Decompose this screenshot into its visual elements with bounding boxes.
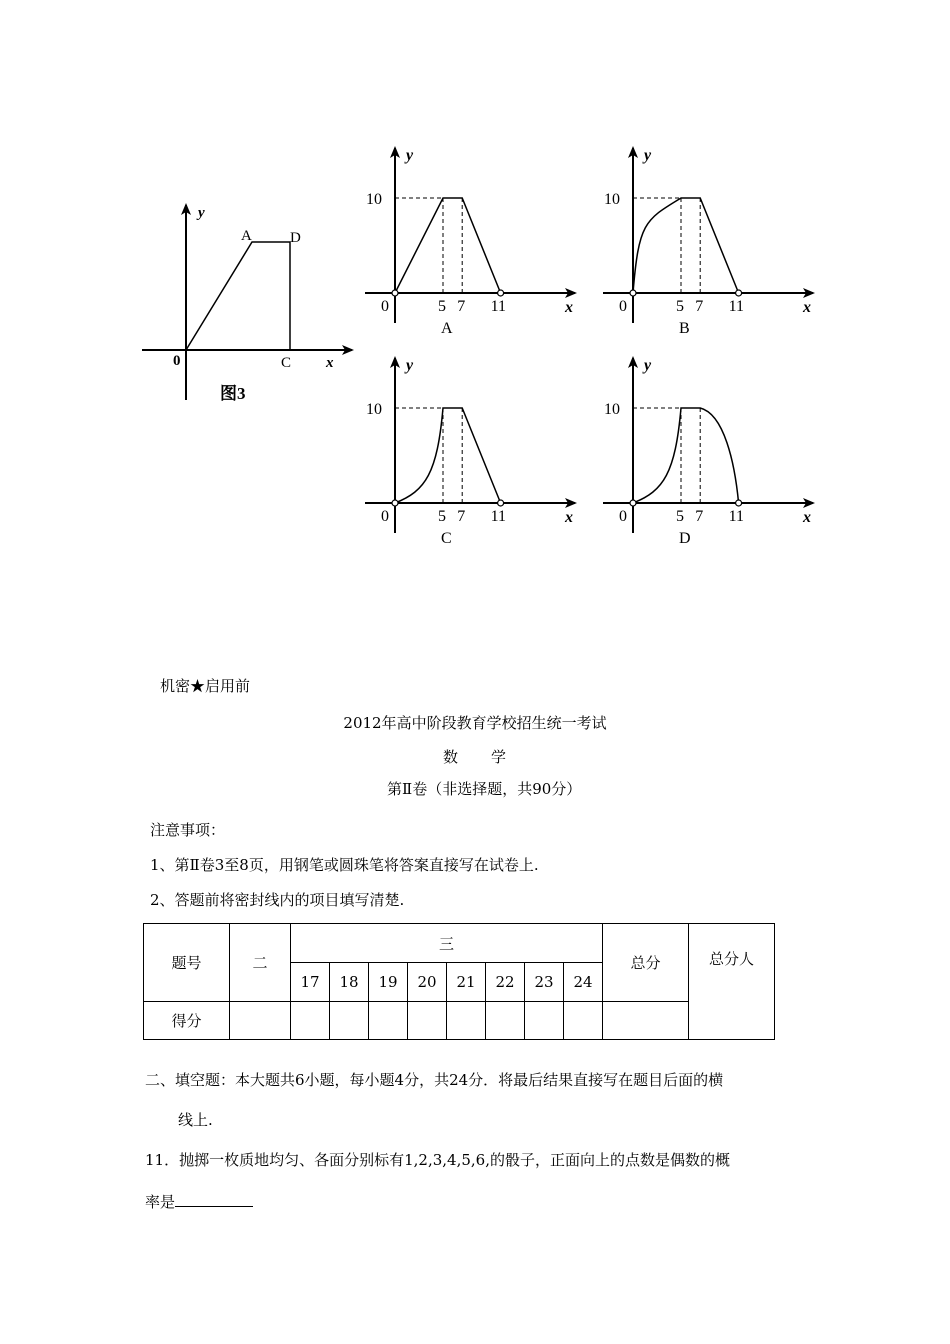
open-point xyxy=(498,290,504,296)
x-tick-label: 0 xyxy=(619,508,627,525)
score-cell[interactable] xyxy=(525,1002,564,1040)
y-tick-label: 10 xyxy=(366,401,382,418)
graph-caption: B xyxy=(679,320,690,337)
table-subcol: 23 xyxy=(525,963,564,1002)
graph-C-svg xyxy=(360,350,590,555)
fig3-label-A: A xyxy=(241,228,252,244)
x-tick-label: 7 xyxy=(457,298,466,315)
fig3-label-D: D xyxy=(290,230,301,246)
open-point xyxy=(498,500,504,506)
open-point xyxy=(736,290,742,296)
x-tick-label: 7 xyxy=(695,508,704,525)
y-axis-label: y xyxy=(406,147,414,164)
graph-D-svg xyxy=(598,350,828,555)
fig3-x-label: x xyxy=(326,355,334,371)
x-tick-label: 5 xyxy=(438,298,446,315)
fig3-label-C: C xyxy=(281,355,292,371)
table-header-part2: 二 xyxy=(230,924,291,1002)
graph-B xyxy=(598,140,828,349)
question-11-line2 xyxy=(145,1190,253,1212)
graph-A xyxy=(360,140,590,349)
figure3-path xyxy=(186,242,290,350)
x-tick-label: 0 xyxy=(381,298,389,315)
open-point xyxy=(630,500,636,506)
section-title: 第Ⅱ卷（非选择题，共90分） xyxy=(387,780,582,798)
x-axis-label: x xyxy=(803,299,811,316)
part2-instructions-1: 二、填空题：本大题共6小题，每小题4分，共24分．将最后结果直接写在题目后面的横 xyxy=(145,1071,724,1089)
exam-title: 2012年高中阶段教育学校招生统一考试 xyxy=(343,714,607,732)
x-tick-label: 5 xyxy=(438,508,446,525)
table-score-label: 得分 xyxy=(144,1002,230,1040)
table-header-scorer: 总分人 xyxy=(689,924,775,1040)
graph-caption: A xyxy=(441,320,453,337)
score-cell[interactable] xyxy=(330,1002,369,1040)
y-tick-label: 10 xyxy=(604,401,620,418)
score-cell[interactable] xyxy=(603,1002,689,1040)
x-tick-label: 5 xyxy=(676,298,684,315)
x-tick-label: 11 xyxy=(490,298,507,315)
fig3-caption: 图3 xyxy=(220,384,246,403)
open-point xyxy=(736,500,742,506)
question-11-prefix: 率是 xyxy=(145,1193,176,1211)
score-cell[interactable] xyxy=(447,1002,486,1040)
x-axis-label: x xyxy=(565,299,573,316)
graph-C xyxy=(360,350,590,559)
x-tick-label: 7 xyxy=(457,508,466,525)
notice-2: 2、答题前将密封线内的项目填写清楚. xyxy=(150,891,405,909)
table-subcol: 19 xyxy=(369,963,408,1002)
table-header-total: 总分 xyxy=(603,924,689,1002)
subject-title: 数 学 xyxy=(442,748,507,766)
graph-curve xyxy=(633,198,739,293)
score-cell[interactable] xyxy=(230,1002,291,1040)
score-table xyxy=(143,923,775,1040)
table-subcol: 17 xyxy=(291,963,330,1002)
x-tick-label: 0 xyxy=(619,298,627,315)
score-cell[interactable] xyxy=(408,1002,447,1040)
score-cell[interactable] xyxy=(291,1002,330,1040)
graph-curve xyxy=(395,198,501,293)
y-tick-label: 10 xyxy=(604,191,620,208)
score-cell[interactable] xyxy=(369,1002,408,1040)
x-tick-label: 5 xyxy=(676,508,684,525)
x-axis-label: x xyxy=(565,509,573,526)
table-subcol: 22 xyxy=(486,963,525,1002)
notice-1: 1、第Ⅱ卷3至8页，用钢笔或圆珠笔将答案直接写在试卷上. xyxy=(150,856,539,874)
table-subcol: 21 xyxy=(447,963,486,1002)
score-cell[interactable] xyxy=(564,1002,603,1040)
notice-heading: 注意事项： xyxy=(150,821,226,839)
table-header-number: 题号 xyxy=(144,924,230,1002)
answer-blank[interactable] xyxy=(175,1190,253,1207)
graph-B-svg xyxy=(598,140,828,345)
x-tick-label: 11 xyxy=(728,298,745,315)
table-subcol: 18 xyxy=(330,963,369,1002)
open-point xyxy=(392,500,398,506)
graph-curve xyxy=(633,408,739,503)
table-subcol: 24 xyxy=(564,963,603,1002)
part2-instructions-2: 线上. xyxy=(178,1111,213,1129)
open-point xyxy=(630,290,636,296)
score-cell[interactable] xyxy=(486,1002,525,1040)
graph-curve xyxy=(395,408,501,503)
y-axis-label: y xyxy=(644,147,652,164)
y-axis-label: y xyxy=(406,357,414,374)
graph-A-svg xyxy=(360,140,590,345)
x-axis-label: x xyxy=(803,509,811,526)
x-tick-label: 0 xyxy=(381,508,389,525)
fig3-y-label: y xyxy=(198,205,205,221)
table-subcol: 20 xyxy=(408,963,447,1002)
graph-D xyxy=(598,350,828,559)
question-11-line1: 11．抛掷一枚质地均匀、各面分别标有1,2,3,4,5,6,的骰子，正面向上的点数是偶数的概 xyxy=(145,1151,730,1169)
y-tick-label: 10 xyxy=(366,191,382,208)
x-tick-label: 7 xyxy=(695,298,704,315)
fig3-origin: 0 xyxy=(173,353,181,369)
y-axis-label: y xyxy=(644,357,652,374)
figure-3 xyxy=(140,195,360,410)
graph-caption: C xyxy=(441,530,452,547)
secret-label: 机密★启用前 xyxy=(160,677,251,695)
x-tick-label: 11 xyxy=(728,508,745,525)
x-tick-label: 11 xyxy=(490,508,507,525)
open-point xyxy=(392,290,398,296)
table-header-part3: 三 xyxy=(291,924,603,963)
graph-caption: D xyxy=(679,530,691,547)
